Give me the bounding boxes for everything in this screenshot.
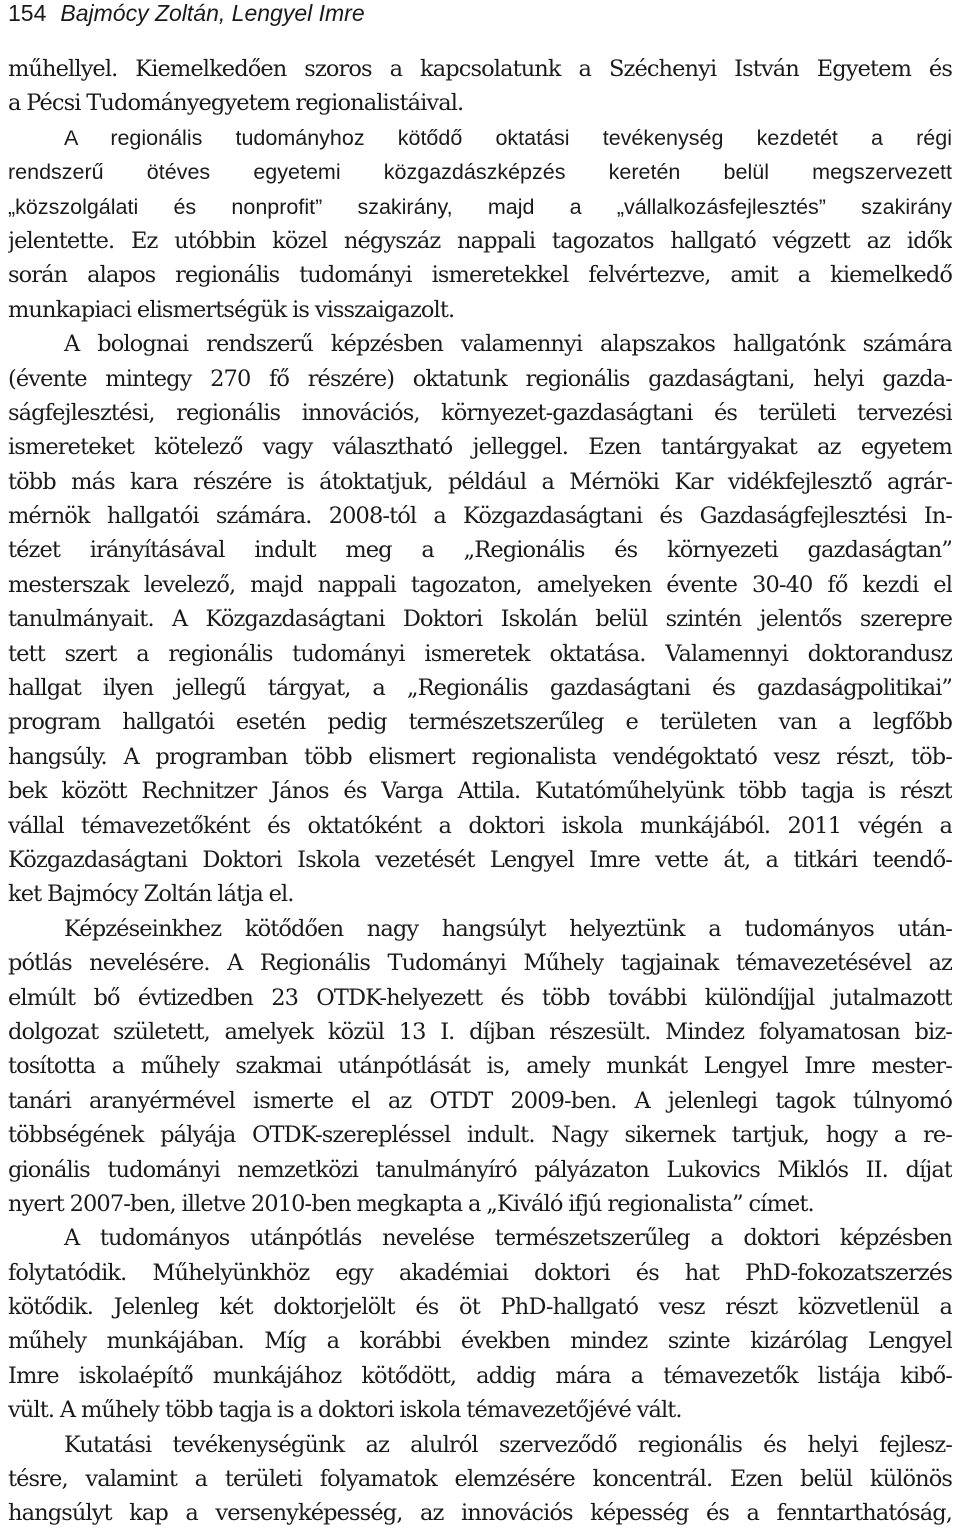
text-line: munkapiaci elismertségük is visszaigazolt. (8, 296, 455, 323)
text-line: Kutatási tevékenységünk az alulról szerveződő regionális és helyi fejlesz- (64, 1431, 952, 1458)
text-line: program hallgatói esetén pedig természetszerűleg e területen van a legfőbb (8, 709, 952, 736)
text-line: A regionális tudományhoz kötődő oktatási tevékenység kezdetét a régi (64, 125, 952, 150)
text-line: ismereteket kötelező vagy választható jelleggel. Ezen tantárgyakat az egyetem (8, 434, 952, 461)
text-line: dolgozat született, amelyek közül 13 I. díjban részesült. Mindez folyamatosan biz- (8, 1018, 952, 1045)
text-line: ságfejlesztési, regionális innovációs, környezet-gazdaságtani és területi tervezési (8, 399, 952, 426)
text-line: hangsúlyt kap a versenyképesség, az innovációs képesség és a fenntarthatóság, (8, 1500, 952, 1527)
text-line: ket Bajmócy Zoltán látja el. (8, 881, 294, 908)
text-line: Képzéseinkhez kötődően nagy hangsúlyt helyeztünk a tudományos után- (64, 915, 952, 942)
text-line: tanári aranyérmével ismerte el az OTDT 2009-ben. A jelenlegi tagok túlnyomó (8, 1087, 952, 1114)
text-line: tézet irányításával indult meg a „Regionális és környezeti gazdaságtan” (8, 537, 952, 564)
body-text (8, 52, 952, 1531)
text-line: pótlás nevelésére. A Regionális Tudományi Műhely tagjainak témavezetésével az (8, 950, 952, 977)
text-line: Imre iskolaépítő munkájához kötődött, addig mára a témavezetők listája kibő- (8, 1362, 952, 1389)
text-line: elmúlt bő évtizedben 23 OTDK-helyezett és több további különdíjjal jutalmazott (8, 984, 952, 1011)
text-line: kötődik. Jelenleg két doktorjelölt és öt PhD-hallgató vesz részt közvetlenül a (8, 1294, 952, 1321)
text-line: bek között Rechnitzer János és Varga Attila. Kutatóműhelyünk több tagja is részt (8, 778, 952, 805)
text-line: a Pécsi Tudományegyetem regionalistáival. (8, 90, 464, 117)
text-line: mérnök hallgatói számára. 2008-tól a Közgazdaságtani és Gazdaságfejlesztési In- (8, 503, 952, 530)
text-line: hallgat ilyen jellegű tárgyat, a „Regionális gazdaságtani és gazdaságpolitikai” (8, 675, 952, 702)
text-line: „közszolgálati és nonprofit” szakirány, majd a „vállalkozásfejlesztés” szakirány (8, 194, 952, 219)
text-line: hangsúly. A programban több elismert regionalista vendégoktató vesz részt, töb- (8, 743, 952, 770)
text-line: műhely munkájában. Míg a korábbi években mindez szinte kizárólag Lengyel (8, 1328, 952, 1355)
text-line: rendszerű ötéves egyetemi közgazdászképzés keretén belül megszervezett (8, 160, 952, 185)
text-line: vállal témavezetőként és oktatóként a doktori iskola munkájából. 2011 végén a (8, 812, 952, 839)
text-line: több más kara részére is átoktatjuk, például a Mérnöki Kar vidékfejlesztő agrár- (8, 468, 952, 495)
text-line: A tudományos utánpótlás nevelése természetszerűleg a doktori képzésben (64, 1225, 952, 1252)
text-line: tésre, valamint a területi folyamatok elemzésére koncentrál. Ezen belül különös (8, 1466, 952, 1493)
running-head-title: Bajmócy Zoltán, Lengyel Imre (60, 0, 365, 26)
text-line: műhellyel. Kiemelkedően szoros a kapcsolatunk a Széchenyi István Egyetem és (8, 56, 952, 82)
text-line: vült. A műhely több tagja is a doktori iskola témavezetőjévé vált. (8, 1397, 682, 1424)
text-line: nyert 2007-ben, illetve 2010-ben megkapta a „Kiváló ifjú regionalista” címet. (8, 1190, 814, 1217)
text-line: gionális tudományi nemzetközi tanulmányíró pályázaton Lukovics Miklós II. díjat (8, 1156, 952, 1183)
text-line: során alapos regionális tudományi ismeretekkel felvértezve, amit a kiemelkedő (8, 262, 952, 289)
text-line: tosította a műhely szakmai utánpótlását is, amely munkát Lengyel Imre mester- (8, 1053, 952, 1080)
text-line: Közgazdaságtani Doktori Iskola vezetését Lengyel Imre vette át, a titkári teendő- (8, 846, 952, 873)
page-number: 154 (8, 0, 47, 26)
running-head (8, 0, 365, 26)
text-line: tett szert a regionális tudományi ismeretek oktatása. Valamennyi doktorandusz (8, 640, 952, 667)
text-line: jelentette. Ez utóbbin közel négyszáz nappali tagozatos hallgató végzett az idők (8, 227, 952, 254)
text-line: többségének pályája OTDK-szerepléssel indult. Nagy sikernek tartjuk, hogy a re- (8, 1122, 952, 1149)
text-line: folytatódik. Műhelyünkhöz egy akadémiai doktori és hat PhD-fokozatszerzés (8, 1259, 952, 1286)
text-line: mesterszak levelező, majd nappali tagozaton, amelyeken évente 30-40 fő kezdi el (8, 571, 952, 598)
text-line: tanulmányait. A Közgazdaságtani Doktori Iskolán belül szintén jelentős szerepre (8, 606, 952, 633)
text-line: (évente mintegy 270 fő részére) oktatunk regionális gazdaságtani, helyi gazda- (8, 365, 952, 392)
text-line: A bolognai rendszerű képzésben valamennyi alapszakos hallgatónk számára (64, 331, 952, 358)
